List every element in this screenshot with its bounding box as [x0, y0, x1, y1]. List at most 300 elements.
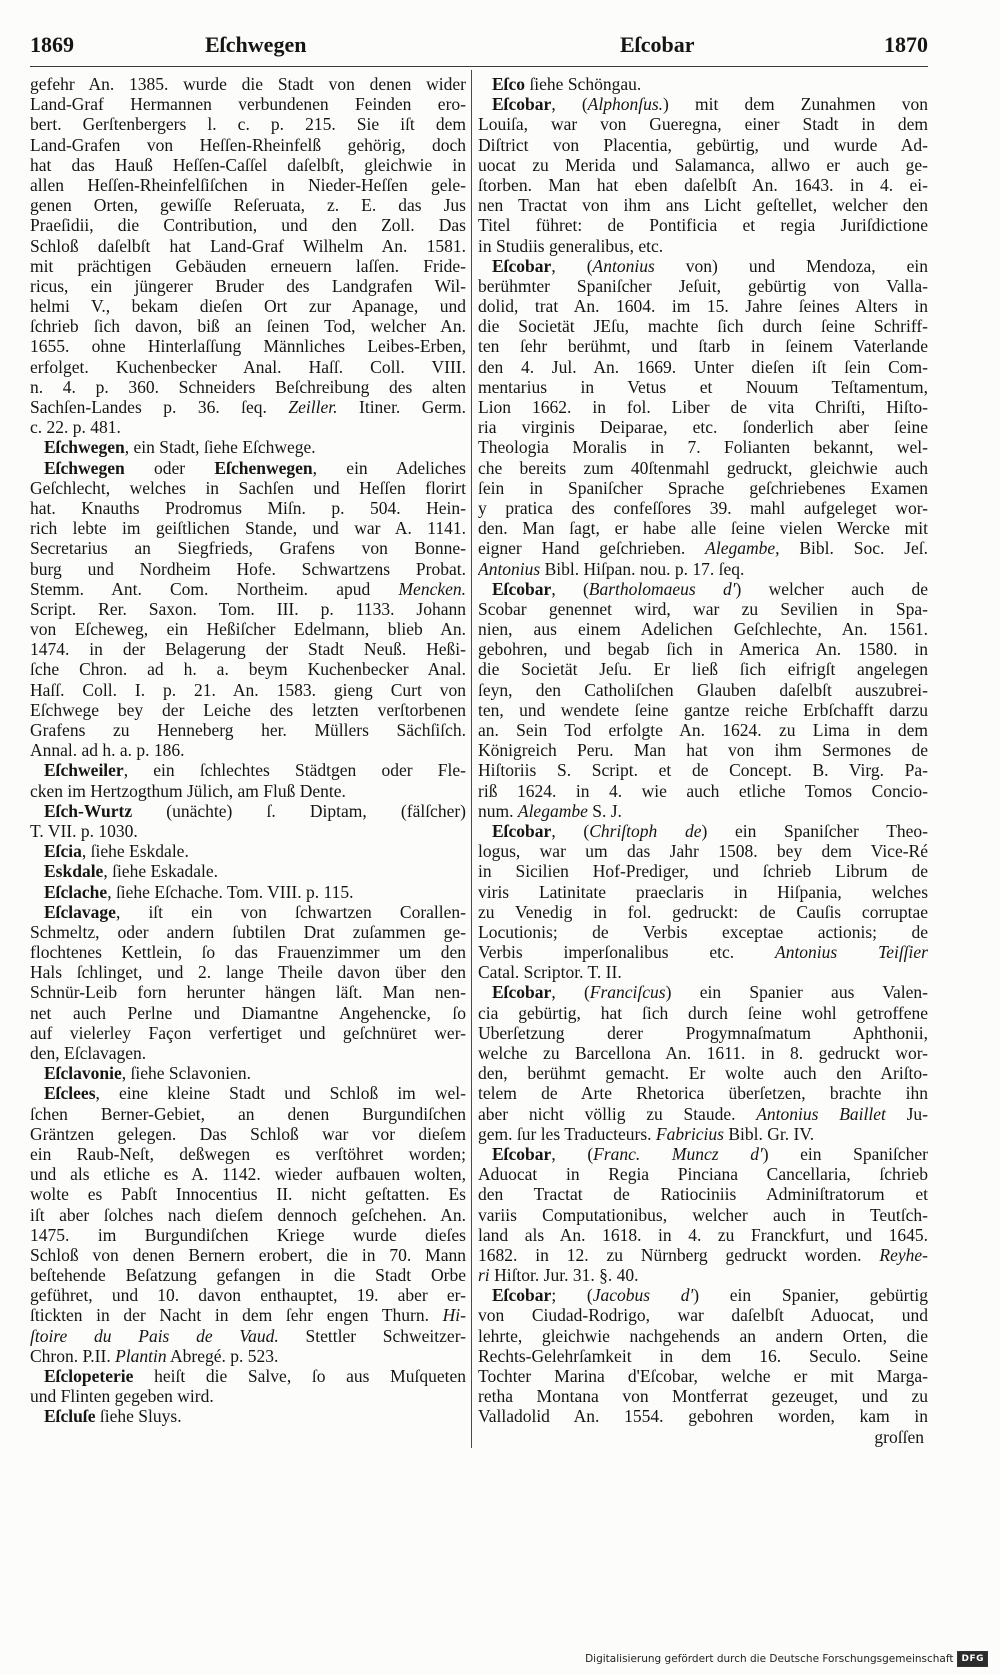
text-line	[30, 1366, 466, 1386]
text-line	[30, 518, 466, 538]
headword: Eskdale	[44, 861, 104, 882]
lexicon-entry	[30, 1366, 466, 1406]
headword: Eſclache	[44, 881, 108, 902]
text-line	[478, 316, 928, 336]
text-line	[478, 962, 928, 982]
text-line	[478, 175, 928, 195]
text-line	[30, 599, 466, 619]
text-line	[478, 1104, 928, 1124]
text-line	[478, 942, 928, 962]
text-run: erfolget. Kuchenbecker Anal. Haſſ. Coll. VIII.	[30, 356, 466, 377]
text-line	[478, 1406, 928, 1426]
italic-text: Alphonſus.	[587, 94, 664, 115]
text-run: Tochter Marina d'Eſcobar, welche er mit Marga-	[478, 1366, 928, 1386]
text-run: viris Latinitate praeclaris in Hiſpania, welches	[478, 881, 928, 902]
lexicon-entry	[478, 579, 928, 821]
italic-text: Mencken.	[398, 578, 466, 599]
text-run: Scobar genennet wird, war zu Sevilien in Spa-	[478, 598, 928, 619]
text-run: Geſchlecht, welches in Sachſen und Heſſen florirt	[30, 477, 466, 498]
text-line	[30, 1386, 466, 1406]
text-line	[478, 902, 928, 922]
text-run: riß 1624. in 4. wie auch etliche Tomos Concio-	[478, 780, 928, 801]
text-line	[478, 700, 928, 720]
text-line	[478, 1124, 928, 1144]
text-run: , (	[551, 820, 590, 841]
text-run: , ſiehe Eſchache. Tom. VIII. p. 115.	[107, 881, 354, 902]
text-line	[478, 336, 928, 356]
text-run: Abregé. p. 523.	[166, 1345, 279, 1366]
text-run: ria virginis Deiparae, etc. ſonderlich aber ſeine	[478, 417, 928, 438]
dfg-logo: DFG	[957, 1651, 988, 1667]
text-run: Annal. ad h. a. p. 186.	[30, 740, 185, 761]
text-run: Schloß daſelbſt hat Land-Graf Wilhelm An. 1581.	[30, 235, 466, 256]
text-run: Bibl. Gr. IV.	[723, 1123, 815, 1144]
headword: Eſcobar	[492, 820, 552, 841]
text-line	[478, 276, 928, 296]
text-run: die Societät Jeſu. Er ließ ſich eifrigſt angelegen	[478, 659, 928, 680]
text-line	[30, 1225, 466, 1245]
text-run: , (	[551, 255, 593, 276]
text-run: ; (	[551, 1285, 593, 1306]
text-run: auf vielerley Façon verfertiget und geſchnüret wer-	[30, 1022, 466, 1043]
text-line	[478, 296, 928, 316]
footer-text: Digitalisierung gefördert durch die Deutsche Forschungsgemeinschaft	[585, 1653, 954, 1665]
headword: Eſco	[492, 74, 526, 94]
text-line	[30, 1124, 466, 1144]
lexicon-entry	[30, 1406, 466, 1426]
lexicon-entry	[478, 94, 928, 256]
text-run: von Eſcheweg, ein Heßiſcher Edelmann, blieb An.	[30, 619, 466, 640]
text-run: y pratica des confeſſores 39. mahl aufgeleget wor-	[478, 497, 928, 518]
text-line	[30, 357, 466, 377]
text-run: Bibl. Hiſpan. nou. p. 17. ſeq.	[540, 558, 745, 579]
text-run: 1655. ohne Hinterlaſſung Männliches Leibes-Erben,	[30, 336, 466, 357]
text-line	[478, 195, 928, 215]
text-run: , ein ſchlechtes Städtgen oder Fle-	[123, 760, 466, 781]
text-line	[478, 236, 928, 256]
lexicon-entry	[30, 861, 466, 881]
text-run: (unächte) ſ. Diptam, (fälſcher)	[132, 800, 466, 821]
text-run: Gräntzen gelegen. Das Schloß war vor dieſem	[30, 1123, 466, 1144]
lexicon-entry	[30, 437, 466, 457]
text-line	[478, 1023, 928, 1043]
page-number-right: 1870	[884, 32, 928, 57]
text-line	[478, 680, 928, 700]
italic-text: Zeiller.	[288, 397, 338, 417]
text-line	[478, 518, 928, 538]
text-run: gefehr An. 1385. wurde die Stadt von denen wider	[30, 74, 466, 94]
running-head-right: Eſcobar	[620, 32, 695, 57]
text-run: 1475. im Burgundiſchen Kriege wurde dieſes	[30, 1224, 466, 1245]
text-line	[478, 1164, 928, 1184]
text-line	[478, 639, 928, 659]
text-line	[478, 135, 928, 155]
text-line	[30, 1063, 466, 1083]
catchword: groſſen	[874, 1426, 924, 1447]
text-run: ſiehe Schöngau.	[525, 74, 642, 94]
text-run: , ein Stadt, ſiehe Eſchwege.	[124, 437, 316, 458]
italic-text: Alegambe	[517, 800, 588, 821]
text-run: Hiſtoriis S. Script. et de Concept. B. Virg. Pa-	[478, 760, 928, 781]
italic-text: Fabricius	[655, 1123, 724, 1144]
text-run: Secretarius an Siegfrieds, Grafens von Bonne-	[30, 538, 466, 559]
italic-text: Plantin	[115, 1345, 167, 1366]
text-run: den, berühmt gemacht. Er wolte auch den Ariſto-	[478, 1063, 928, 1084]
text-run: , iſt ein von ſchwartzen Corallen-	[115, 901, 466, 922]
headword: Eſchwegen	[44, 437, 125, 458]
text-line	[478, 1366, 928, 1386]
text-line	[478, 760, 928, 780]
column-divider	[471, 70, 472, 1448]
text-line	[30, 316, 466, 336]
text-line	[478, 599, 928, 619]
text-line	[478, 114, 928, 134]
text-run: ricus, ein jüngerer Bruder des Landgrafen Wil-	[30, 275, 466, 296]
text-run: eigner Hand geſchrieben.	[478, 538, 706, 559]
text-line	[478, 478, 928, 498]
text-run: genen Orten, gewiſſe Reſeruata, z. E. das Jus	[30, 195, 466, 216]
text-run: T. VII. p. 1030.	[30, 820, 138, 841]
text-run: , (	[551, 94, 588, 115]
text-run: Grafens zu Henneberg her. Müllers Sächſiſch.	[30, 720, 466, 740]
text-run: Schloß von denen Bernern erobert, die in 70. Mann	[30, 1244, 466, 1265]
headword: Eſchweiler	[44, 760, 124, 781]
text-run: logus, war um das Jahr 1508. bey dem Vice-Ré	[478, 841, 928, 862]
text-run: geführet, und 10. davon enthauptet, 19. aber er-	[30, 1285, 466, 1306]
text-run: den 4. Jul. An. 1669. Unter dieſen iſt ſein Com-	[478, 356, 928, 377]
lexicon-entry	[30, 801, 466, 841]
text-run: , (	[551, 578, 589, 599]
text-run: ſein in Spaniſcher Sprache geſchriebenes Examen	[478, 477, 928, 498]
text-run: Catal. Scriptor. T. II.	[478, 962, 622, 983]
text-run: und als etliche es A. 1142. wieder aufbauen wolten,	[30, 1164, 466, 1185]
lexicon-entry	[30, 1083, 466, 1366]
text-run: Louiſa, war von Gueregna, einer Stadt in dem	[478, 114, 928, 135]
text-run: Land-Grafen von Heſſen-Rheinfelß gehörig, doch	[30, 134, 466, 155]
text-line	[478, 982, 928, 1002]
text-line	[30, 336, 466, 356]
text-line	[30, 1285, 466, 1305]
text-run: berühmter Spaniſcher Jeſuit, gebürtig von Valla-	[478, 275, 928, 296]
text-run: cken im Hertzogthum Jülich, am Fluß Dente.	[30, 780, 346, 801]
text-run: , ein Adeliches	[312, 457, 466, 478]
text-run: Diſtrict von Placentia, gebürtig, und wurde Ad-	[478, 134, 928, 155]
page-number-left: 1869	[30, 32, 74, 57]
text-run: uocat zu Merida und Salamanca, allwo er auch ge-	[478, 154, 928, 175]
text-line	[478, 417, 928, 437]
text-line	[30, 559, 466, 579]
text-line	[30, 437, 466, 457]
lexicon-entry	[478, 982, 928, 1144]
text-run: 1682. in 12. zu Nürnberg gedruckt worden.	[478, 1244, 880, 1265]
text-line	[30, 1184, 466, 1204]
lexicon-entry	[30, 841, 466, 861]
text-run: iſt aber ſolches nach dieſem dennoch geſchehen. An.	[30, 1204, 466, 1225]
text-line	[30, 417, 466, 437]
text-line	[478, 1285, 928, 1305]
text-run: von Ciudad-Rodrigo, war daſelbſt Aduocat, und	[478, 1305, 928, 1326]
text-line	[478, 740, 928, 760]
text-run: nen Tractat von ihm ans Licht geſtellet, welcher den	[478, 195, 928, 216]
text-run: ſeyn, den Catholiſchen Glauben daſelbſt auszubrei-	[478, 679, 928, 700]
text-line	[478, 94, 928, 114]
text-run: ſtorben. Man hat eben daſelbſt An. 1643. in 4. ei-	[478, 174, 928, 195]
headword: Eſchwegen	[44, 457, 125, 478]
italic-text: Jacobus d'	[592, 1285, 694, 1306]
lexicon-entry	[478, 821, 928, 983]
text-run: welche zu Barcellona An. 1611. in 8. gedruckt wor-	[478, 1043, 928, 1063]
text-run: ſche Chron. ad h. a. beym Kuchenbecker Anal.	[30, 659, 466, 680]
text-run: 1474. in der Belagerung der Stadt Neuß. Heßi-	[30, 639, 466, 660]
text-run: Itiner. Germ.	[337, 397, 466, 417]
text-line	[478, 1003, 928, 1023]
text-run: Locutionis; de Verbis exceptae actionis; de	[478, 921, 928, 942]
text-line	[30, 1043, 466, 1063]
text-run: land als An. 1618. in 4. zu Franckfurt, und 1645.	[478, 1224, 928, 1245]
text-run: Land-Graf Hermannen verbundenen Feinden ero-	[30, 94, 466, 115]
headword: Eſclavonie	[44, 1063, 122, 1084]
text-run: Rechts-Gelehrſamkeit in dem 16. Seculo. Seine	[478, 1345, 928, 1366]
text-run: burg und Nordheim Hofe. Schwartzens Probat.	[30, 558, 466, 579]
running-head-left: Eſchwegen	[205, 32, 307, 57]
text-line	[30, 982, 466, 1002]
text-line	[30, 882, 466, 902]
italic-text: Hi-	[442, 1305, 466, 1326]
text-run: zu Venedig in fol. gedruckt: de Cauſis corruptae	[478, 901, 928, 922]
text-run: hat. Knauths Prodromus Miſn. p. 504. Hein-	[30, 497, 466, 518]
lexicon-entry	[30, 458, 466, 761]
text-run: mentarius in Vetus et Nouum Teſtamentum,	[478, 376, 928, 397]
italic-text: ſtoire du Pais de Vaud.	[30, 1325, 279, 1346]
text-line	[30, 538, 466, 558]
text-line	[30, 397, 466, 417]
text-line	[30, 1346, 466, 1366]
text-line	[478, 74, 928, 94]
text-line	[478, 357, 928, 377]
text-run: , ſiehe Eskadale.	[103, 861, 219, 882]
italic-text: Chriſtoph de	[589, 820, 702, 841]
text-line	[478, 1063, 928, 1083]
text-line	[30, 579, 466, 599]
text-line	[478, 1144, 928, 1164]
text-line	[478, 215, 928, 235]
text-line	[478, 458, 928, 478]
text-run: Titel führet: de Pontificia et regia Juriſdictione	[478, 215, 928, 236]
text-run: in Studiis generalibus, etc.	[478, 235, 664, 256]
text-line	[478, 1245, 928, 1265]
italic-text: Antonius	[478, 558, 541, 579]
text-line	[30, 296, 466, 316]
text-run: S. J.	[587, 800, 622, 821]
text-line	[478, 720, 928, 740]
text-run: variis Computationibus, welcher auch in Teutſch-	[478, 1204, 928, 1225]
text-line	[30, 256, 466, 276]
lexicon-entry	[478, 1144, 928, 1285]
italic-text: Franc. Muncz d'	[593, 1143, 763, 1164]
text-run: ) ein Spaniſcher	[762, 1143, 928, 1164]
text-run: Hals ſchlinget, und 2. lange Theile davon über den	[30, 962, 466, 983]
text-run: von) und Mendoza, ein	[654, 255, 928, 276]
text-line	[30, 841, 466, 861]
text-line	[478, 377, 928, 397]
text-line	[30, 962, 466, 982]
text-run: Hiſtor. Jur. 31. §. 40.	[489, 1265, 639, 1286]
text-run: wolte es Pabſt Innocentius II. nicht geſtatten. Es	[30, 1184, 466, 1205]
text-line	[30, 639, 466, 659]
text-run: den. Man ſagt, er habe alle ſeine vielen Wercke mit	[478, 518, 928, 539]
text-line	[478, 256, 928, 276]
text-line	[478, 619, 928, 639]
text-run: ) mit dem Zunahmen von	[663, 94, 928, 115]
text-line	[30, 760, 466, 780]
text-line	[478, 579, 928, 599]
text-run: , (	[551, 1143, 594, 1164]
lexicon-entry	[478, 74, 928, 94]
right-column	[478, 74, 928, 1447]
text-run: Stettler Schweitzer-	[278, 1325, 466, 1346]
text-run: dolid, trat An. 1604. im 15. Jahre ſeines Alters in	[478, 296, 928, 317]
italic-text: ri	[478, 1265, 490, 1286]
text-run: gebohren, und begab ſich in America An. 1580. in	[478, 639, 928, 660]
italic-text: Antonius Teiſſier	[775, 942, 928, 963]
headword: Eſcobar	[492, 1143, 552, 1164]
text-line	[478, 155, 928, 175]
lexicon-entry	[30, 74, 466, 437]
italic-text: Bartholomaeus d'	[588, 578, 736, 599]
text-line	[30, 215, 466, 235]
lexicon-entry	[30, 1063, 466, 1083]
text-run: Chron. P.II.	[30, 1345, 116, 1366]
text-run: Lion 1662. in fol. Liber de vita Chriſti, Hiſto-	[478, 397, 928, 417]
text-run: helmi V., bekam dieſen Ort zur Apanage, und	[30, 296, 466, 317]
text-line	[30, 680, 466, 700]
text-line	[30, 942, 466, 962]
text-line	[30, 498, 466, 518]
text-line	[30, 94, 466, 114]
italic-text: Franciſcus	[589, 982, 666, 1003]
text-run: an. Sein Tod erfolgte An. 1624. zu Lima in dem	[478, 720, 928, 740]
text-run: mit prächtigen Gebäuden erneuern laſſen. Fride-	[30, 255, 466, 276]
text-run: beſtehende Beſatzung gefangen in die Stadt Orbe	[30, 1265, 466, 1286]
text-run: che bereits zum 40ſtenmahl gedruckt, gleichwie auch	[478, 457, 928, 478]
text-run: Schmeltz, oder andern ſubtilen Drat zuſammen ge-	[30, 921, 466, 942]
text-run: hat das Hauß Heſſen-Caſſel daſelbſt, gleichwie in	[30, 154, 466, 175]
text-run: telem de Arte Rhetorica überſetzen, brachte ihn	[478, 1083, 928, 1104]
headword: Eſclees	[44, 1083, 96, 1104]
italic-text: Antonius	[592, 255, 655, 276]
lexicon-entry	[30, 902, 466, 1064]
lexicon-entry	[478, 256, 928, 579]
text-run: die Societät JEſu, machte ſich durch ſeine Schriff-	[478, 316, 928, 337]
headword: Eſcobar	[492, 578, 552, 599]
text-line	[30, 478, 466, 498]
text-run: Schnür-Leib forn herunter hängen läſt. Man nen-	[30, 982, 466, 1003]
text-line	[478, 1184, 928, 1204]
text-line	[478, 1083, 928, 1103]
text-run: flochtenes Kettlein, ſo das Frauenzimmer um den	[30, 942, 466, 963]
text-line	[30, 1023, 466, 1043]
text-run: ) ein Spanier aus Valen-	[665, 982, 928, 1003]
text-line	[30, 821, 466, 841]
text-run: Aduocat in Regia Pinciana Cancellaria, ſchrieb	[478, 1164, 928, 1185]
text-line	[30, 458, 466, 478]
text-run: ein Raub-Neſt, deßwegen es verſtöhret worden;	[30, 1143, 466, 1164]
text-line	[30, 1164, 466, 1184]
text-line	[478, 437, 928, 457]
text-line	[30, 135, 466, 155]
text-line	[478, 1326, 928, 1346]
headword: Eſchenwegen	[214, 457, 313, 478]
headword: Eſcobar	[492, 94, 552, 115]
left-column	[30, 74, 466, 1427]
text-run: c. 22. p. 481.	[30, 417, 121, 438]
italic-text: Reyhe-	[879, 1244, 928, 1265]
text-line	[478, 397, 928, 417]
headword: Eſcobar	[492, 982, 552, 1003]
text-run: Haſſ. Coll. I. p. 21. An. 1583. gieng Curt von	[30, 679, 466, 700]
text-run: num.	[478, 800, 518, 821]
text-run: ſtickten in der Nacht in dem ſehr engen Thurn.	[30, 1305, 443, 1326]
text-line	[30, 861, 466, 881]
text-line	[478, 1043, 928, 1063]
headword: Eſclopeterie	[44, 1366, 134, 1386]
text-run: cia gebürtig, hat ſich durch ſeine wohl getroffene	[478, 1002, 928, 1023]
headword: Eſclavage	[44, 901, 116, 922]
text-run: heiſt die Salve, ſo aus Muſqueten	[133, 1366, 466, 1386]
text-line	[30, 659, 466, 679]
text-line	[30, 1205, 466, 1225]
text-run: net auch Perlne und Diamantne Angehencke, ſo	[30, 1002, 466, 1023]
text-run: Ju-	[885, 1103, 928, 1124]
text-run: n. 4. p. 360. Schneiders Beſchreibung des alten	[30, 376, 466, 397]
text-line	[478, 1265, 928, 1285]
text-line	[478, 1346, 928, 1366]
text-run: Verbis imperſonalibus etc.	[478, 942, 775, 963]
text-line	[30, 922, 466, 942]
italic-text: Antonius Baillet	[756, 1103, 886, 1124]
text-line	[30, 114, 466, 134]
text-run: ten ſehr berühmt, und ſtarb in ſeinem Vaterlande	[478, 336, 928, 357]
text-run: , ſiehe Sclavonien.	[121, 1063, 252, 1084]
text-line	[478, 1386, 928, 1406]
text-line	[30, 1406, 466, 1426]
text-run: , ſiehe Eskdale.	[81, 841, 189, 862]
text-run: den, Eſclavagen.	[30, 1043, 147, 1063]
text-line	[30, 1326, 466, 1346]
text-run: ) welcher auch de	[735, 578, 928, 599]
text-run: Bibl. Soc. Jeſ.	[779, 538, 928, 559]
text-run: Theologia Moralis in 7. Folianten bekannt, wel-	[478, 437, 928, 458]
text-line	[30, 155, 466, 175]
text-run: Script. Rer. Saxon. Tom. III. p. 1133. Johann	[30, 598, 466, 619]
text-run: Königreich Peru. Man hat von ihm Sermones de	[478, 740, 928, 761]
text-line	[30, 236, 466, 256]
text-line	[478, 498, 928, 518]
text-run: ſchrieb ſich davon, biß an ſeinen Tod, welcher An.	[30, 316, 466, 337]
text-line	[30, 902, 466, 922]
headword: Eſcluſe	[44, 1406, 96, 1427]
text-line	[30, 175, 466, 195]
text-run: lehrte, gleichwie nachgehends an andern Orten, die	[478, 1325, 928, 1346]
text-line	[478, 781, 928, 801]
text-line	[30, 1104, 466, 1124]
text-line	[30, 195, 466, 215]
text-line	[30, 801, 466, 821]
text-run: retha Montana von Montferrat gezeuget, und zu	[478, 1386, 928, 1407]
text-run: bert. Gerſtenbergers l. c. p. 215. Sie iſt dem	[30, 114, 466, 135]
lexicon-entry	[30, 760, 466, 800]
text-line	[30, 1245, 466, 1265]
